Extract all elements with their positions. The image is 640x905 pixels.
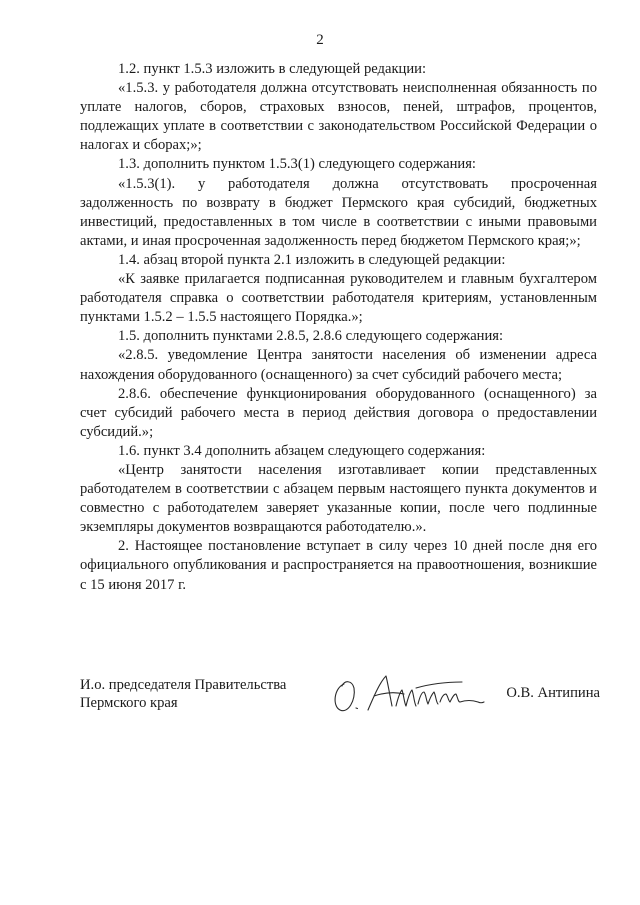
paragraph-1-5-3-1: «1.5.3(1). у работодателя должна отсутствовать просроченная задолженность по возврату в бюджет Пермского края субсидий, бюджетных инвестиций, предоставленных в том числе в соответствии с иными правовыми актами, и иная просроченная задолженность перед бюджетом Пермского края;»; [80,175,597,249]
paragraph-1-5-3: «1.5.3. у работодателя должна отсутствовать неисполненная обязанность по уплате налогов, сборов, страховых взносов, пеней, штрафов, процентов, подлежащих уплате в соответствии с законодательством Российской Федерации о налогах и сборах;»; [80,80,597,154]
paragraph-1-5: 1.5. дополнить пунктами 2.8.5, 2.8.6 следующего содержания: [118,328,504,345]
document-body [80,60,597,595]
paragraph-2-8-6: 2.8.6. обеспечение функционирования оборудованного (оснащенного) за счет субсидий рабочего места в период действия договора о предоставлении субсидий.»; [80,385,597,440]
signer-title-line-1: И.о. председателя Правительства [80,677,287,693]
signer-title [80,676,286,712]
paragraph-2-8-5: «2.8.5. уведомление Центра занятости населения об изменении адреса нахождения оборудованного (оснащенного) за счет субсидий рабочего места; [80,347,597,383]
paragraph-2-effective-date: 2. Настоящее постановление вступает в силу через 10 дней после дня его официального опубликования и распространяется на правоотношения, возникшие с 15 июня 2017 г. [80,538,597,593]
page-number: 2 [316,32,324,48]
signer-name: О.В. Антипина [506,685,600,701]
paragraph-1-6: 1.6. пункт 3.4 дополнить абзацем следующего содержания: [118,442,486,459]
handwritten-signature [330,670,510,716]
signer-title-line-2: Пермского края [80,695,178,711]
paragraph-employment-center: «Центр занятости населения изготавливает копии представленных работодателем в соответствии с абзацем первым настоящего пункта документов и совместно с работодателем заверяет указанные копии, после чего подлинные экземпляры документов возвращаются работодателю.». [80,461,597,536]
paragraph-1-2: 1.2. пункт 1.5.3 изложить в следующей редакции: [118,61,427,77]
paragraph-application: «К заявке прилагается подписанная руководителем и главным бухгалтером работодателя справка о соответствии работодателя критериям, установленным пунктами 1.5.2 – 1.5.5 настоящего Порядка.»; [80,271,597,326]
signature-block [80,676,600,726]
paragraph-1-3: 1.3. дополнить пунктом 1.5.3(1) следующего содержания: [118,156,476,173]
paragraph-1-4: 1.4. абзац второй пункта 2.1 изложить в следующей редакции: [118,251,506,268]
